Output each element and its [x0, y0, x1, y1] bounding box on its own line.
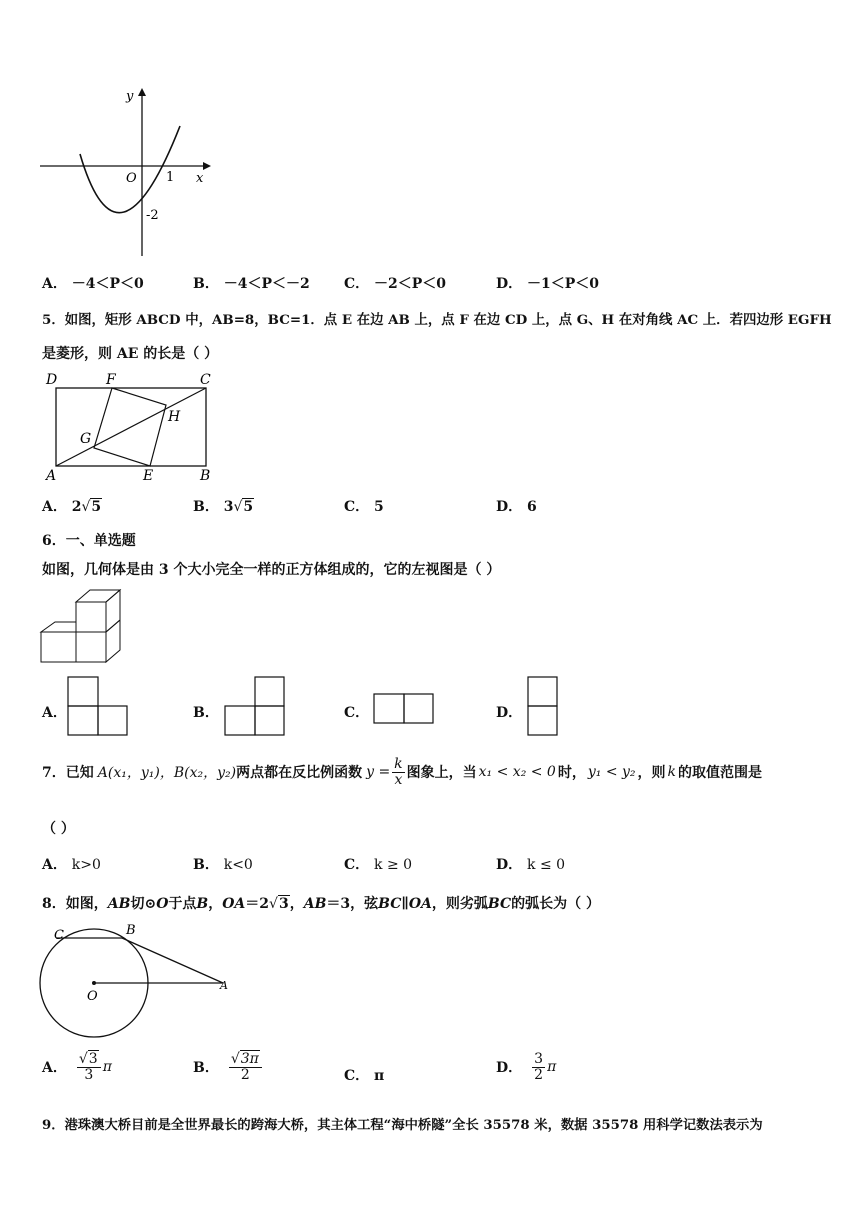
option-text: －4＜P＜－2 [223, 276, 310, 292]
q4-option-c[interactable] [344, 273, 446, 293]
option-radicand: 5 [91, 499, 102, 515]
q7-fraction [392, 757, 404, 787]
q7-function-lhs: y = [366, 764, 391, 781]
q6-option-c[interactable] [344, 702, 369, 722]
q8-o: O [156, 896, 169, 912]
option-numerator: 3 [88, 1051, 98, 1067]
y-axis-arrow-icon [138, 88, 146, 96]
option-letter: A． [42, 705, 67, 721]
option-letter: C． [344, 857, 370, 873]
q8-b: B [196, 896, 209, 912]
q7-fraction-denominator: x [394, 771, 403, 788]
q8-text-c: 于点 [168, 896, 197, 912]
q7-text-3: 时， [557, 765, 586, 782]
option-letter: B． [193, 705, 219, 721]
option-letter: B． [193, 1060, 219, 1077]
label-g: G [80, 431, 92, 447]
option-fraction: $\frac{√3}{3}$ [77, 1052, 101, 1082]
option-coefficient: 3 [223, 499, 234, 515]
rectangle-rhombus-figure [40, 368, 225, 483]
q8-text-a: 8．如图， [42, 896, 108, 912]
option-denominator: 2 [240, 1066, 250, 1083]
label-o: O [87, 989, 98, 1004]
q4-option-d[interactable] [496, 273, 599, 293]
q7-condition-x: x₁ < x₂ < 0 [478, 764, 556, 781]
label-c: C [200, 372, 211, 388]
q5-stem-line2: 是菱形，则 AE 的长是（ ） [42, 346, 219, 362]
option-fraction: $\frac{√3\pi}{2}$ [229, 1052, 262, 1082]
parabola-graph [38, 86, 213, 261]
q6-option-a-view[interactable] [67, 676, 129, 738]
q8-text-f: ， [289, 896, 304, 912]
option-text: －4＜P＜0 [71, 276, 144, 292]
q8-text-e: ＝2 [245, 896, 270, 912]
q6-option-c-view[interactable] [373, 693, 435, 725]
option-letter: B． [193, 276, 219, 292]
option-denominator: 3 [84, 1066, 94, 1083]
label-a: A [220, 979, 228, 992]
q5-option-d[interactable] [496, 496, 537, 516]
option-letter: C． [344, 1068, 370, 1084]
label-a: A [46, 468, 57, 483]
q7-text-5: 的取值范围是 [678, 765, 763, 782]
label-d: D [46, 372, 58, 388]
q8-oa: OA [222, 896, 246, 912]
option-coefficient: 2 [71, 499, 82, 515]
option-letter: D． [496, 857, 523, 873]
q6-option-d[interactable] [496, 702, 522, 722]
q7-point-a: A(x₁，y₁)， [97, 765, 174, 782]
q8-text-i: 的弧长为（ ） [511, 896, 600, 912]
q8-stem: 8．如图，AB切⊙O于点B，OA＝2√3，AB＝3，弦BC∥OA，则劣弧BC的弧长为（ ） [42, 896, 600, 912]
option-letter: D． [496, 499, 523, 515]
q5-option-a[interactable]: A． 2√5 [42, 499, 102, 515]
q6-option-b[interactable] [193, 702, 219, 722]
option-pi: π [547, 1059, 557, 1076]
option-numerator: 3π [240, 1051, 259, 1067]
option-text: k ≤ 0 [527, 857, 566, 873]
q4-option-b[interactable] [193, 273, 310, 293]
cube-stack-figure [38, 588, 126, 668]
q7-option-a[interactable] [42, 854, 101, 874]
label-c: C [54, 928, 64, 943]
q6-option-a[interactable] [42, 702, 67, 722]
q5-stem-line1: 5．如图，矩形 ABCD 中，AB=8，BC=1．点 E 在边 AB 上，点 F 在边 CD 上，点 G、H 在对角线 AC 上．若四边形 EGFH [42, 312, 832, 328]
q7-fraction-numerator: k [394, 756, 403, 772]
option-letter: C． [344, 705, 370, 721]
option-pi: π [102, 1059, 112, 1076]
q7-text-1: 两点都在反比例函数 [236, 765, 363, 782]
q7-text-4: ，则 [637, 765, 666, 782]
q7-prefix: 7．已知 [42, 765, 94, 782]
option-letter: C． [344, 499, 370, 515]
q7-point-b: B(x₂，y₂) [173, 765, 237, 782]
q8-option-a[interactable] [42, 1052, 112, 1082]
option-letter: A． [42, 1060, 67, 1077]
q9-stem: 9．港珠澳大桥目前是全世界最长的跨海大桥，其主体工程“海中桥隧”全长 35578 米，数据 35578 用科学记数法表示为 [42, 1118, 763, 1133]
x-axis-label: x [196, 171, 204, 186]
option-letter: A． [42, 857, 67, 873]
option-radicand: 5 [243, 499, 254, 515]
q7-condition-y: y₁ < y₂ [587, 764, 636, 781]
center-dot [92, 981, 96, 985]
q7-option-b[interactable] [193, 854, 253, 874]
y-axis-label: y [126, 89, 134, 104]
option-letter: C． [344, 276, 370, 292]
q8-ab-2: AB [303, 896, 327, 912]
q8-option-d[interactable] [496, 1052, 556, 1082]
option-letter: B． [193, 499, 219, 515]
q8-text-d: ， [208, 896, 223, 912]
option-text: －2＜P＜0 [374, 276, 447, 292]
option-denominator: 2 [534, 1066, 544, 1083]
q7-stem [42, 757, 762, 787]
option-letter: D． [496, 705, 523, 721]
option-letter: A． [42, 276, 67, 292]
q6-option-b-view[interactable] [224, 676, 286, 738]
label-b: B [200, 468, 211, 483]
q8-radicand: 3 [278, 896, 289, 912]
q8-option-c[interactable] [344, 1065, 384, 1085]
q8-bc: BC [487, 896, 512, 912]
q6-heading: 6．一、单选题 [42, 533, 136, 549]
q8-text-h: ，则劣弧 [431, 896, 488, 912]
option-text: π [374, 1068, 385, 1084]
q7-option-d[interactable] [496, 854, 565, 874]
parabola-curve [80, 126, 180, 213]
option-text: －1＜P＜0 [527, 276, 600, 292]
q8-bc-parallel-oa: BC∥OA [378, 896, 432, 912]
label-e: E [143, 468, 154, 483]
option-numerator: 3 [534, 1051, 544, 1067]
option-fraction [532, 1052, 545, 1082]
label-f: F [106, 372, 116, 388]
q8-option-b[interactable] [193, 1052, 264, 1082]
q6-option-d-view[interactable] [527, 676, 559, 738]
q5-option-b[interactable]: B． 3√5 [193, 499, 254, 515]
option-letter: A． [42, 499, 67, 515]
x-axis-arrow-icon [203, 162, 211, 170]
y-intercept-label: -2 [146, 208, 159, 223]
label-b: B [126, 923, 136, 938]
option-text: 6 [527, 499, 537, 515]
q8-text-b: 切⊙ [130, 896, 157, 912]
q7-text-2: 图象上，当 [406, 765, 477, 782]
option-text: k ≥ 0 [374, 857, 413, 873]
q6-stem: 如图，几何体是由 3 个大小完全一样的正方体组成的，它的左视图是（ ） [42, 562, 501, 578]
q7-k: k [667, 764, 677, 781]
q8-text-g: ＝3，弦 [326, 896, 379, 912]
q5-option-c[interactable] [344, 496, 384, 516]
q8-ab: AB [107, 896, 131, 912]
option-letter: D． [496, 276, 523, 292]
option-text: k<0 [223, 857, 253, 873]
root-label: 1 [166, 170, 175, 185]
option-text: k>0 [71, 857, 101, 873]
origin-label: O [126, 171, 137, 186]
circle-tangent-figure [38, 922, 233, 1042]
q7-option-c[interactable] [344, 854, 412, 874]
q4-option-a[interactable] [42, 273, 144, 293]
label-h: H [168, 409, 181, 425]
q7-answer-paren: （ ） [42, 821, 75, 837]
option-text: 5 [374, 499, 384, 515]
option-letter: B． [193, 857, 219, 873]
option-letter: D． [496, 1060, 523, 1077]
